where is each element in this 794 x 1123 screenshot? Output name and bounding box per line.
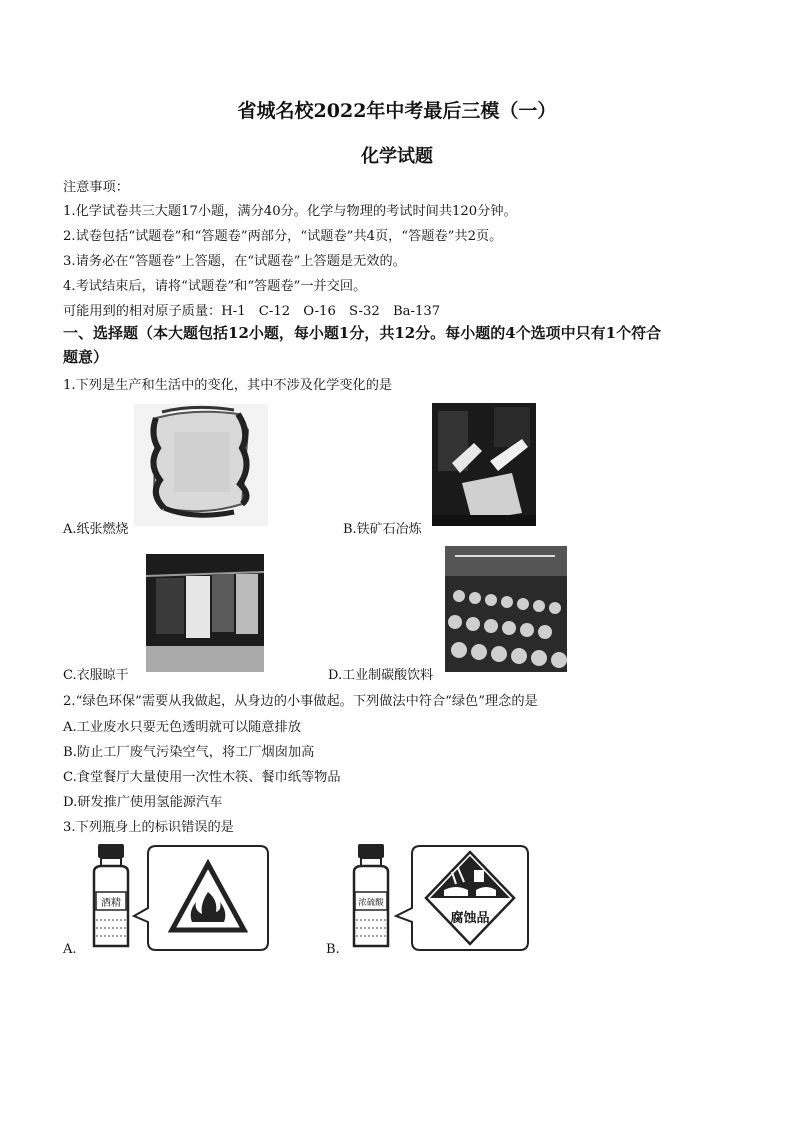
beverage-production-image xyxy=(445,546,567,672)
q1-option-c: C.衣服晾干 xyxy=(63,668,129,683)
q2-stem: 2.“绿色环保”需要从我做起，从身边的小事做起。下列做法中符合“绿色”理念的是 xyxy=(63,694,538,709)
q1-stem: 1.下列是生产和生活中的变化，其中不涉及化学变化的是 xyxy=(63,378,393,393)
q3-figure-a xyxy=(84,842,270,954)
notice-item-1: 1.化学试卷共三大题17小题，满分40分。化学与物理的考试时间共120分钟。 xyxy=(63,204,517,219)
iron-smelting-image xyxy=(432,403,536,526)
q2-option-d: D.研发推广使用氢能源汽车 xyxy=(63,795,223,810)
section-heading-line-1: 一、选择题（本大题包括12小题，每小题1分，共12分。每小题的4个选项中只有1个符合 xyxy=(63,324,662,342)
notice-item-3: 3.请务必在“答题卷”上答题，在“试题卷”上答题是无效的。 xyxy=(63,254,406,269)
q1-option-a: A.纸张燃烧 xyxy=(63,522,129,537)
alcohol-bottle-label: 酒精 xyxy=(101,898,121,909)
q2-option-c: C.食堂餐厅大量使用一次性木筷、餐巾纸等物品 xyxy=(63,770,341,785)
clothes-drying-image xyxy=(146,554,264,672)
q3-option-b: B. xyxy=(326,942,340,957)
notice-item-4: 4.考试结束后，请将“试题卷”和“答题卷”一并交回。 xyxy=(63,279,367,294)
notice-item-2: 2.试卷包括“试题卷”和“答题卷”两部分，“试题卷”共4页，“答题卷”共2页。 xyxy=(63,229,503,244)
page-title: 省城名校2022年中考最后三模（一） xyxy=(237,100,557,122)
q3-stem: 3.下列瓶身上的标识错误的是 xyxy=(63,820,234,835)
q1-option-d: D.工业制碳酸饮料 xyxy=(328,668,434,683)
alcohol-bottle-icon xyxy=(94,844,128,946)
sulfuric-acid-bottle-icon xyxy=(354,844,388,946)
page-subtitle: 化学试题 xyxy=(361,146,433,167)
burning-paper-image xyxy=(134,404,268,526)
corrosive-sign-label: 腐蚀品 xyxy=(450,911,490,926)
q2-option-a: A.工业废水只要无色透明就可以随意排放 xyxy=(63,720,301,735)
q2-option-b: B.防止工厂废气污染空气，将工厂烟囱加高 xyxy=(63,745,315,760)
q1-option-b: B.铁矿石冶炼 xyxy=(343,522,422,537)
section-heading-line-2: 题意） xyxy=(63,348,109,366)
notice-heading: 注意事项： xyxy=(63,180,129,195)
atomic-masses: 可能用到的相对原子质量：H-1 C-12 O-16 S-32 Ba-137 xyxy=(63,304,441,319)
sulfuric-acid-bottle-label: 浓硫酸 xyxy=(358,898,384,908)
q3-figure-b xyxy=(344,842,534,954)
section-heading xyxy=(63,321,743,369)
q3-option-a: A. xyxy=(63,942,77,957)
